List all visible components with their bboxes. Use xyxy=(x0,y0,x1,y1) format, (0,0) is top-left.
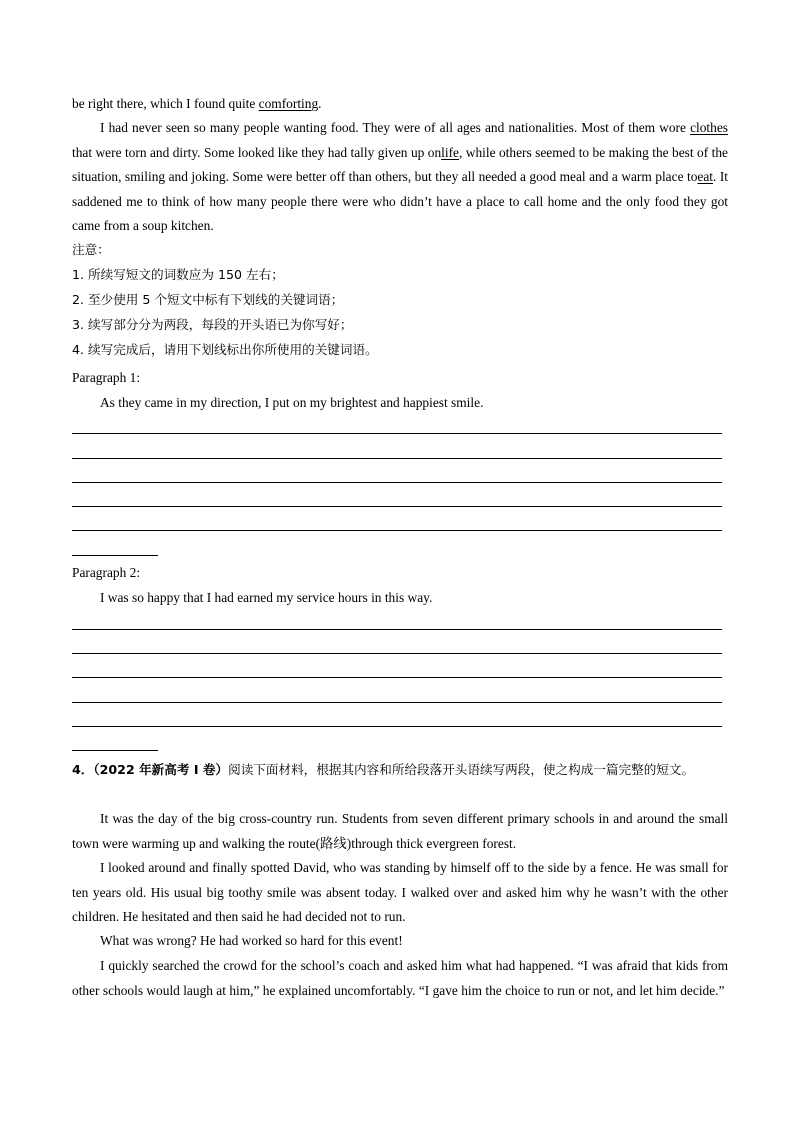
keyword-comforting: comforting xyxy=(258,96,319,111)
writing-line[interactable] xyxy=(72,530,722,531)
paragraph2-opener: I was so happy that I had earned my service hours in this way. xyxy=(100,590,433,605)
writing-line[interactable] xyxy=(72,653,722,654)
text: that were torn and dirty. Some looked like they had tally given up on xyxy=(72,144,442,160)
text: I had never seen so many people wanting food. They were of all ages and nationalities. Most of them wore xyxy=(100,120,691,135)
text: be right there, which I found quite xyxy=(72,96,259,111)
keyword-clothes: clothes xyxy=(690,120,728,135)
story-paragraph: It was the day of the big cross-country run. Students from seven different primary schools in and around the small town were warming up and walking the route(路线)through thick evergreen forest. xyxy=(72,811,728,851)
writing-line[interactable] xyxy=(72,702,722,703)
note-item: 4. 续写完成后，请用下划线标出你所使用的关键词语。 xyxy=(72,342,378,357)
passage-paragraph xyxy=(72,116,728,239)
question-instruction: 阅读下面材料，根据其内容和所给段落开头语续写两段，使之构成一篇完整的短文。 xyxy=(228,762,695,777)
writing-line[interactable] xyxy=(72,726,722,727)
text: , while others seemed to be making the best of the situation, smiling and joking. Some were better off than others, but they all needed a good meal and a warm place to xyxy=(72,144,728,184)
question-number: 4． xyxy=(72,762,94,777)
paragraph1-opener: As they came in my direction, I put on my brightest and happiest smile. xyxy=(100,395,484,410)
writing-line[interactable] xyxy=(72,433,722,434)
note-item: 1. 所续写短文的词数应为 150 左右； xyxy=(72,267,284,282)
story-paragraph: What was wrong? He had worked so hard for this event! xyxy=(100,933,403,948)
note-item: 2. 至少使用 5 个短文中标有下划线的关键词语； xyxy=(72,292,344,307)
notes-title: 注意： xyxy=(72,242,110,257)
text: . It saddened me to think of how many people there were who didn’t have a place to call home and the only food they got came from a soup kitchen. xyxy=(72,169,729,233)
story-paragraph: I looked around and finally spotted David, who was standing by himself off to the side by a fence. He was small for ten years old. His usual big toothy smile was absent today. I walked over and asked him why he wasn’t with the other children. He hesitated and then said he had decided not to run. xyxy=(72,860,728,924)
text: . xyxy=(318,96,322,111)
keyword-life: life xyxy=(441,144,459,160)
passage-fragment xyxy=(72,92,728,117)
paragraph1-label: Paragraph 1: xyxy=(72,370,141,385)
writing-line[interactable] xyxy=(72,677,722,678)
paragraph2-label: Paragraph 2: xyxy=(72,565,141,580)
question-4-header xyxy=(72,758,728,783)
writing-line[interactable] xyxy=(72,458,722,459)
writing-line[interactable] xyxy=(72,506,722,507)
note-item: 3. 续写部分分为两段，每段的开头语已为你写好； xyxy=(72,317,353,332)
writing-line-short[interactable] xyxy=(72,555,158,556)
writing-line[interactable] xyxy=(72,629,722,630)
keyword-eat: eat xyxy=(697,169,714,184)
writing-line[interactable] xyxy=(72,482,722,483)
story-paragraph: I quickly searched the crowd for the school’s coach and asked him what had happened. “I was afraid that kids from other schools would laugh at him,” he explained uncomfortably. “I gave him the choice to run or not, and let him decide.” xyxy=(72,958,728,998)
writing-line-short[interactable] xyxy=(72,750,158,751)
question-source: （2022 年新高考 I 卷） xyxy=(93,762,229,777)
